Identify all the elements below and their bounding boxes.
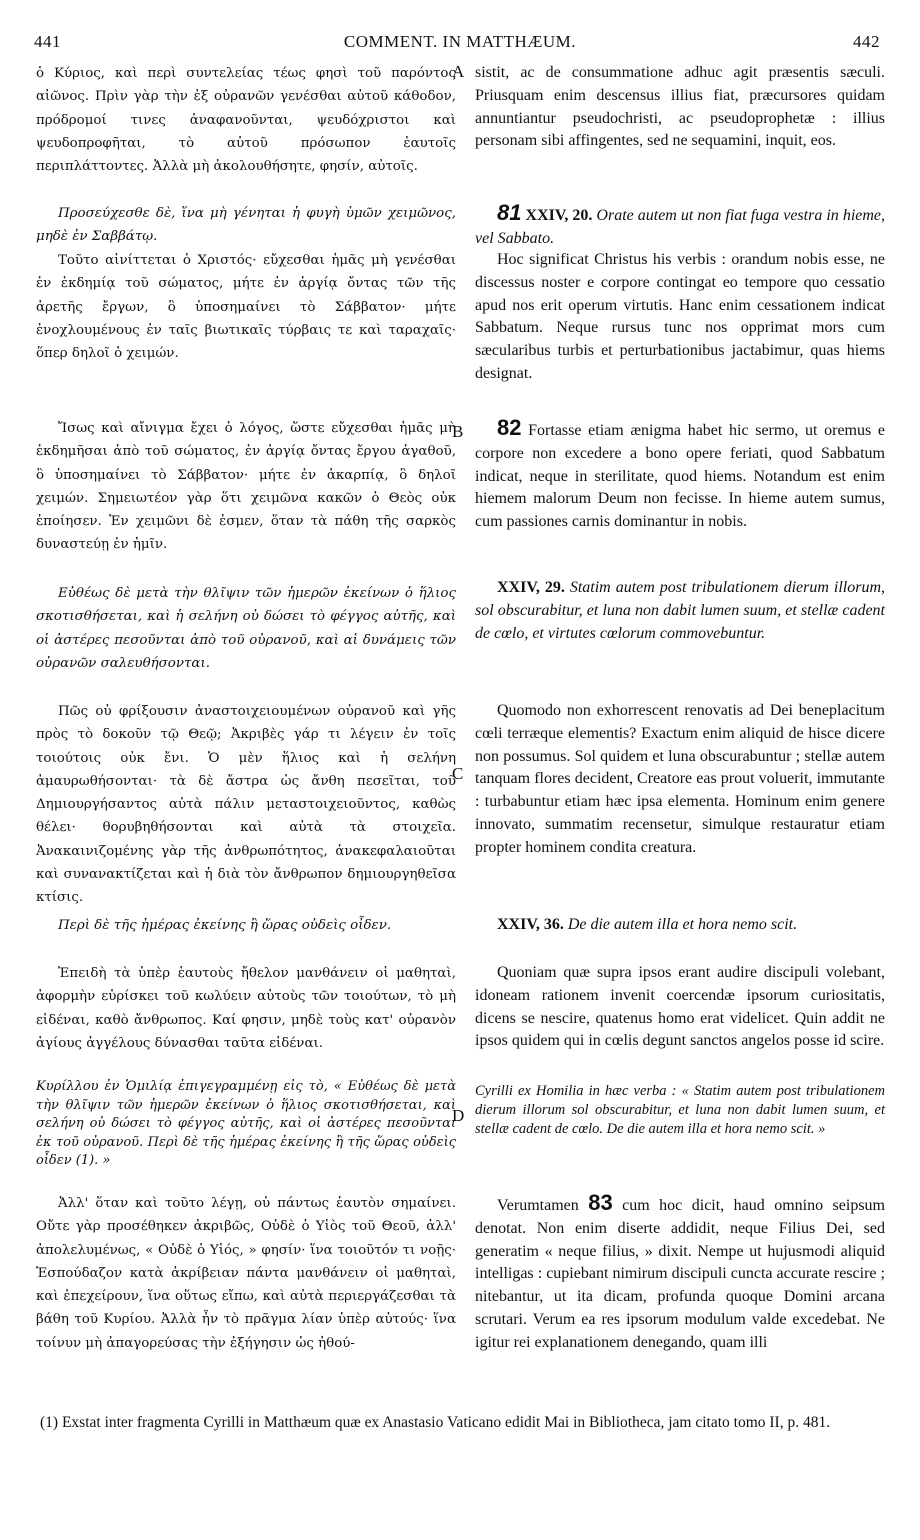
greek-scripture-quote: Εὐθέως δὲ μετὰ τὴν θλῖψιν τῶν ἡμερῶν ἐκείνων ὁ ἥλιος σκοτισθήσεται, καὶ ἡ σελήνη οὐ δώσει τὸ φέγγος αὐτῆς, καὶ οἱ ἀστέρες πεσοῦνται ἀπὸ τοῦ οὐρανοῦ, καὶ αἱ δυνάμεις τῶν οὐρανῶν σαλευθήσονται. [36, 586, 456, 671]
latin-scripture-quote [475, 577, 885, 645]
greek-homily-title: Κυρίλλου ἐν Ὁμιλίᾳ ἐπιγεγραμμένῃ εἰς τὸ, « Εὐθέως δὲ μετὰ τὴν θλῖψιν τῶν ἡμερῶν ἐκείνων ὁ ἥλιος σκοτισθήσεται, καὶ σελήνη οὐ δώσει τὸ φέγγος αὐτῆς, καὶ οἱ ἀστέρες πεσοῦνται ἐκ τοῦ οὐρανοῦ. Περὶ δὲ τῆς ἡμέρας ἐκείνης ἢ τῆς ὥρας οὐδεὶς οἶδεν (1). » [36, 1079, 456, 1168]
paragraph-text: Fortasse etiam ænigma habet hic sermo, ut oremus e corpore non excedere a bono opere feriati, quod Sabbatum indicat, neque in sterilitate, quod hiems. Notandum est enim hiemem malorum Deum non fecisse. In hieme autem sumus, cum passiones carnis dominantur in nobis. [475, 422, 885, 531]
greek-scripture-quote: Περὶ δὲ τῆς ἡμέρας ἐκείνης ἢ ὥρας οὐδεὶς οἶδεν. [58, 918, 392, 933]
latin-scripture-quote [475, 202, 885, 251]
verse-reference: XXIV, 36. [497, 916, 564, 933]
greek-paragraph: ὁ Κύριος, καὶ περὶ συντελείας τέως φησὶ τοῦ παρόντος αἰῶνος. Πρὶν γὰρ τὴν ἐξ οὐρανῶν γενέσθαι αὐτοῦ κάθοδον, πρόδρομοί τινες ἀναφανοῦνται, ψευδόχριστοι καὶ ψευδοπροφῆται, τὸ αὐτοῦ πρόσωπον ἑαυτοῖς περιπλάττοντες. Ἀλλὰ μὴ ἀκολουθήσητε, φησίν, αὐτοῖς. [36, 66, 456, 175]
quote-text: Orate autem ut non fiat fuga vestra in hieme, vel Sabbato. [475, 207, 886, 247]
paragraph-lead: Verumtamen [497, 1197, 579, 1214]
latin-paragraph [475, 1192, 885, 1355]
greek-paragraph: Ἀλλ' ὅταν καὶ τοῦτο λέγῃ, οὐ πάντως ἑαυτὸν σημαίνει. Οὔτε γὰρ προσέθηκεν ἀκριβῶς, Οὐδὲ ὁ Υἱὸς τοῦ Θεοῦ, ἀλλ' ἀπολελυμένως, « Οὐδὲ ὁ Υἱός, » φησίν· ἵνα τοιοῦτόν τι νοῇς· Ἐσπούδαζον κατὰ ἀκρίβειαν πάντα μανθάνειν οἱ μαθηταὶ, καὶ ἐπεχείρουν, ἵνα οὕτως εἴπω, καὶ αὐτὰ περιεργάζεσθαι τὰ βάθη τοῦ Κυρίου. Ἀλλὰ ἦν τὸ πρᾶγμα λίαν ὑπὲρ αὐτούς· ἵνα τοίνυν μὴ ἀπαγορεύσας τὴν ἐξήγησιν ὡς ἠθού- [36, 1196, 456, 1351]
latin-homily-title: Cyrilli ex Homilia in hæc verba : « Statim autem post tribulationem dierum illorum sol obscurabitur, et luna non dabit lumen suum, et stellæ cadent de cœlo. De die autem illa et hora nemo scit. » [475, 1083, 885, 1137]
quote-text: Statim autem post tribulationem dierum illorum, sol obscurabitur, et luna non dabit lumen suum, et stellæ cadent de cœlo, et virtutes cœlorum commovebuntur. [475, 579, 886, 642]
margin-letter-a: A [452, 62, 465, 81]
latin-scripture-quote [475, 914, 885, 937]
page-number-right: 442 [853, 32, 880, 51]
margin-letter-c: C [452, 764, 464, 783]
paragraph-text: cum hoc dicit, haud omnino seipsum denotat. Non enim diserte addidit, neque Filius Dei, sed generatim « neque filius, » dixit. Nempe ut hujusmodi aliquid intelligas : cupiebant nimirum discipuli cuncta accurate rescire ; nitebantur, ut ita dicam, profunda quoque Domini arcana scrutari. Verum ea res ipsorum modulum valde excedebat. Ne igitur rei explanationem denegando, quam illi [475, 1197, 886, 1351]
margin-letter-b: B [452, 422, 464, 441]
greek-paragraph: Ἐπειδὴ τὰ ὑπὲρ ἑαυτοὺς ἤθελον μανθάνειν οἱ μαθηταὶ, ἀφορμὴν εὑρίσκει τοῦ κωλύειν αὐτοὺς τῶν τοιούτων, τὸ μὴ εἰδέναι, καθὸ ἄνθρωπος. Καί φησιν, μηδὲ τοὺς κατ' οὐρανὸν ἁγίους ἀγγέλους δύνασθαι ταῦτα εἰδέναι. [36, 966, 456, 1051]
greek-paragraph: Ἴσως καὶ αἴνιγμα ἔχει ὁ λόγος, ὥστε εὔχεσθαι ἡμᾶς μὴ ἐκδημῆσαι ἀπὸ τοῦ σώματος, ἐν ἀργίᾳ ὄντας ἔργου ἀγαθοῦ, ὃ ὑποσημαίνει τὸ Σάββατον· μήτε ἐν ἀκαρπίᾳ, ὃ δηλοῖ χειμών. Σημειωτέον γὰρ ὅτι χειμῶνα κακῶν ὁ Θεὸς οὐκ ἐποίησεν. Ἐν χειμῶνι δὲ ἐσμεν, ὅταν τὰ πάθη τῆς σαρκὸς δυναστεύῃ ἐν ἡμῖν. [36, 421, 456, 553]
margin-letter-d: D [452, 1106, 465, 1125]
latin-paragraph: Quomodo non exhorrescent renovatis ad Dei beneplacitum cœli terræque elementis? Exactum enim aliquid de hisce dicere non possumus. Sol quidem et luna obscurabuntur ; stellæ autem tanquam flores decident, Creatore eas prout voluerit, immutante : turbabuntur etiam hæc ipsa elementa. Hominum enim genere innovato, summatim recensetur, simulque restauratur etiam propter hominem condita creatura. [475, 702, 885, 856]
greek-paragraph: Πῶς οὐ φρίξουσιν ἀναστοιχειουμένων οὐρανοῦ καὶ γῆς πρὸς τὸ δοκοῦν τῷ Θεῷ; Ἀκριβὲς γάρ τι λέγειν ἐν τοῖς τοιούτοις οὐκ ἔνι. Ὁ μὲν ἥλιος καὶ ἡ σελήνη ἀμαυρωθήσονται· τὰ δὲ ἄστρα ὡς ἄνθη πεσεῖται, τοῦ Δημιουργήσαντος αὐτὰ πάλιν μεταστοιχειοῦντος, καθὼς θέλει· θορυβηθήσονται καὶ αὐτὰ τὰ στοιχεῖα. Ἀνακαινιζομένης γὰρ τῆς ἀνθρωπότητος, ἀνακεφαλαιοῦται καὶ συνανακτίζεται καὶ ἡ διὰ τὸν ἄνθρωπον δημιουργηθεῖσα κτίσις. [36, 704, 456, 906]
column-number-83: 83 [588, 1190, 613, 1215]
greek-scripture-quote: Προσεύχεσθε δὲ, ἵνα μὴ γένηται ἡ φυγὴ ὑμῶν χειμῶνος, μηδὲ ἐν Σαββάτῳ. [36, 206, 456, 245]
verse-reference: XXIV, 29. [497, 579, 565, 596]
latin-paragraph: Hoc significat Christus his verbis : orandum nobis esse, ne discessus noster e corpore contingat eo tempore quo cessatio apud nos erit operum virtutis. Hanc enim cessationem indicat Sabbatum. Neque rursus tunc nos opprimat mors cum sæcularibus turbis et perturbationibus jactabimur, quas hiems designat. [475, 251, 885, 382]
column-number-81: 81 [497, 200, 522, 225]
column-number-82: 82 [497, 415, 522, 440]
latin-paragraph: Quoniam quæ supra ipsos erant audire discipuli volebant, idoneam rationem invenit coercendæ ipsorum curiositatis, dicens se nescire, quatenus homo erat videlicet. Quin addit ne ipsos quidem qui in cœlis degunt sanctos angelos posse id scire. [475, 964, 885, 1050]
footnote: (1) Exstat inter fragmenta Cyrilli in Matthæum quæ ex Anastasio Vaticano edidit Mai in Bibliotheca, jam citato tomo II, p. 481. [40, 1414, 831, 1431]
verse-reference: XXIV, 20. [525, 207, 593, 224]
greek-paragraph: Τοῦτο αἰνίττεται ὁ Χριστός· εὔχεσθαι ἡμᾶς μὴ γενέσθαι ἐν ἐκδημίᾳ τοῦ σώματος, μήτε ἐν ἀργίᾳ ὄντας τῶν τῆς ἀρετῆς ἔργων, ὃ ὑποσημαίνει τὸ Σάββατον· μήτε ἐνοχλουμένους ἐν ταῖς βιωτικαῖς τύρβαις τε καὶ ταραχαῖς· ὅπερ δηλοῖ ὁ χειμών. [36, 253, 456, 362]
latin-paragraph: sistit, ac de consummatione adhuc agit præsentis sæculi. Priusquam enim descensus illius fiat, præcursores quidam annuntiantur pseudochristi, ac pseudoprophetæ : illius personam sibi affingentes, sed ne sequamini, inquit, eos. [475, 64, 885, 150]
page-number-left: 441 [34, 32, 61, 51]
running-title: COMMENT. IN MATTHÆUM. [343, 32, 577, 51]
quote-text: De die autem illa et hora nemo scit. [567, 916, 798, 933]
latin-paragraph [475, 417, 885, 534]
